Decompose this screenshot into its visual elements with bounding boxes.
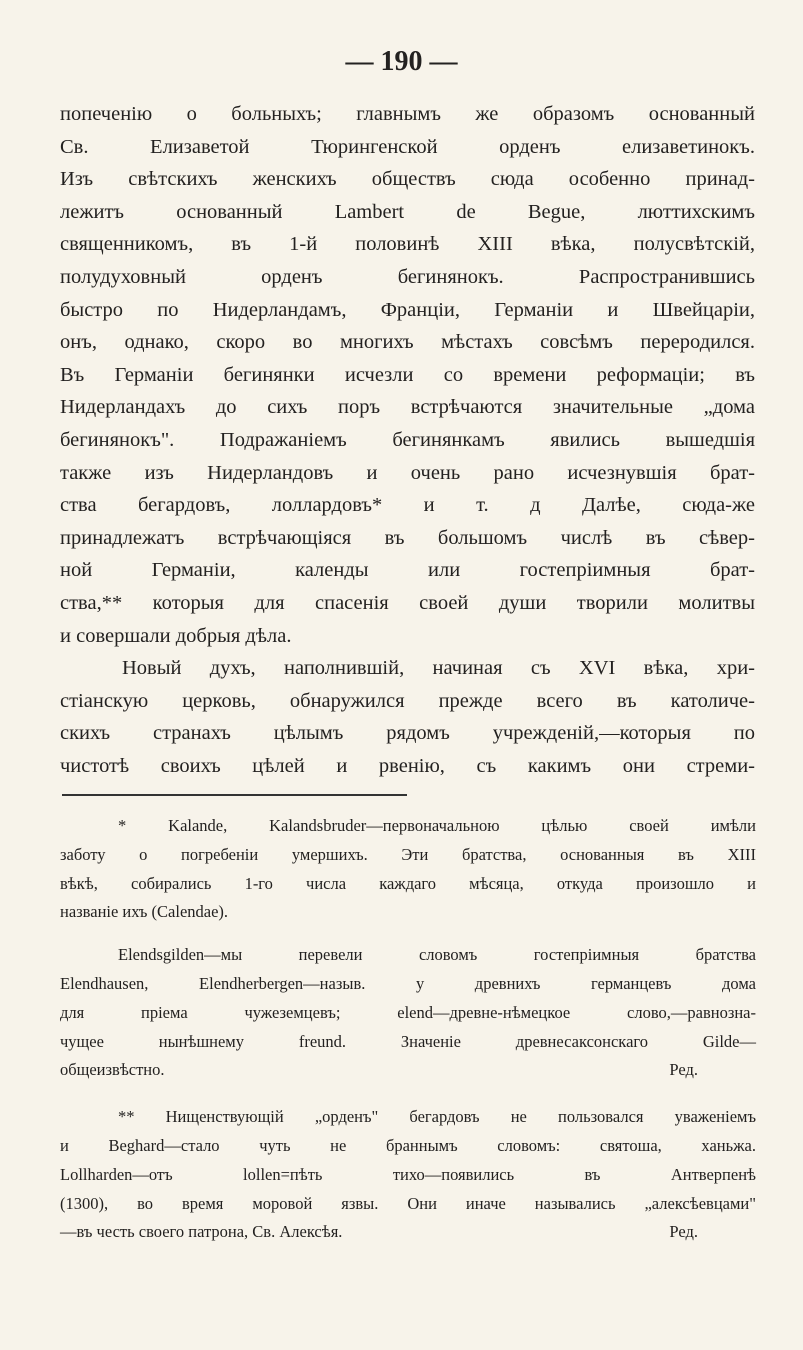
footnote-line: названіе ихъ (Calendae). <box>60 902 229 922</box>
footnote-kalande <box>60 812 756 927</box>
text-line: попеченію о больныхъ; главнымъ же образомъ основанный <box>60 103 755 125</box>
footnote-elendsgilden <box>60 941 756 1085</box>
text-line: ной Германіи, календы или гостепріимныя брат- <box>60 559 755 582</box>
footnote-line: чущее нынѣшнему freund. Значеніе древнесаксонскаго Gilde— <box>60 1031 756 1051</box>
footnote-line: Lollharden—отъ lollen=пѣть тихо—появились въ Антверпенѣ <box>60 1164 756 1184</box>
text-line: ства бегардовъ, лоллардовъ* и т. д Далѣе, сюда-же <box>60 494 755 517</box>
footnote-divider <box>62 794 407 796</box>
main-text <box>60 98 755 782</box>
footnote-line <box>60 1218 756 1247</box>
text-line: стіанскую церковь, обнаружился прежде всего въ католиче- <box>60 689 755 712</box>
text-line: Изъ свѣтскихъ женскихъ обществъ сюда особенно принад- <box>60 168 755 191</box>
footnote-line: Elendhausen, Elendherbergen—назыв. у древнихъ германцевъ дома <box>60 973 756 993</box>
editor-signature: Ред. <box>669 1060 698 1080</box>
text-line: Св. Елизаветой Тюрингенской орденъ елизаветинокъ. <box>60 135 755 158</box>
footnote-line-text: общеизвѣстно. <box>60 1060 165 1080</box>
footnote-begards <box>60 1103 756 1247</box>
text-line: и совершали добрыя дѣла. <box>60 624 292 647</box>
text-line: священникомъ, въ 1-й половинѣ XIII вѣка, полусвѣтскій, <box>60 233 755 256</box>
footnote-line: для пріема чужеземцевъ; elend—древне-нѣмецкое слово,—равнозна- <box>60 1002 756 1022</box>
footnote-line-text: —въ честь своего патрона, Св. Алексѣя. <box>60 1222 343 1242</box>
text-line: также изъ Нидерландовъ и очень рано исчезнувшія брат- <box>60 461 755 484</box>
footnote-line: и Beghard—стало чуть не браннымъ словомъ: святоша, ханьжа. <box>60 1135 756 1155</box>
text-line: быстро по Нидерландамъ, Франціи, Германіи и Швейцаріи, <box>60 298 755 321</box>
editor-signature: Ред. <box>669 1222 698 1242</box>
footnote-line: Elendsgilden—мы перевели словомъ гостепріимныя братства <box>118 945 756 965</box>
text-line: Нидерландахъ до сихъ поръ встрѣчаются значительные „дома <box>60 396 755 419</box>
footnote-line <box>60 1056 756 1085</box>
footnote-line: * Kalande, Kalandsbruder—первоначальною цѣлью своей имѣли <box>118 816 756 835</box>
paragraph-start-line: Новый духъ, наполнившій, начиная съ XVI вѣка, хри- <box>122 657 755 680</box>
text-line: полудуховный орденъ бегинянокъ. Распространившись <box>60 265 755 288</box>
footnote-line: заботу о погребеніи умершихъ. Эти братства, основанныя въ XIII <box>60 844 756 864</box>
text-line: принадлежатъ встрѣчающіяся въ большомъ числѣ въ сѣвер- <box>60 526 755 549</box>
footnotes <box>60 812 756 1247</box>
text-line: лежитъ основанный Lambert de Begue, люттихскимъ <box>60 200 755 223</box>
text-line: ства,** которыя для спасенія своей души творили молитвы <box>60 591 755 614</box>
text-line: скихъ странахъ цѣлымъ рядомъ учрежденій,—которыя по <box>60 722 755 745</box>
text-line: онъ, однако, скоро во многихъ мѣстахъ совсѣмъ переродился. <box>60 331 755 354</box>
footnote-line: (1300), во время моровой язвы. Они иначе назывались „алексѣевцами" <box>60 1193 756 1213</box>
text-line: чистотѣ своихъ цѣлей и рвенію, съ какимъ они стреми- <box>60 754 755 777</box>
text-line: Въ Германіи бегинянки исчезли со времени реформаціи; въ <box>60 363 755 386</box>
text-line: бегинянокъ". Подражаніемъ бегинянкамъ явились вышедшія <box>60 428 755 451</box>
page-number: — 190 — <box>345 46 458 77</box>
footnote-line: ** Нищенствующій „орденъ" бегардовъ не пользовался уваженіемъ <box>118 1107 756 1127</box>
footnote-line: вѣкѣ, собирались 1-го числа каждаго мѣсяца, откуда произошло и <box>60 873 756 893</box>
